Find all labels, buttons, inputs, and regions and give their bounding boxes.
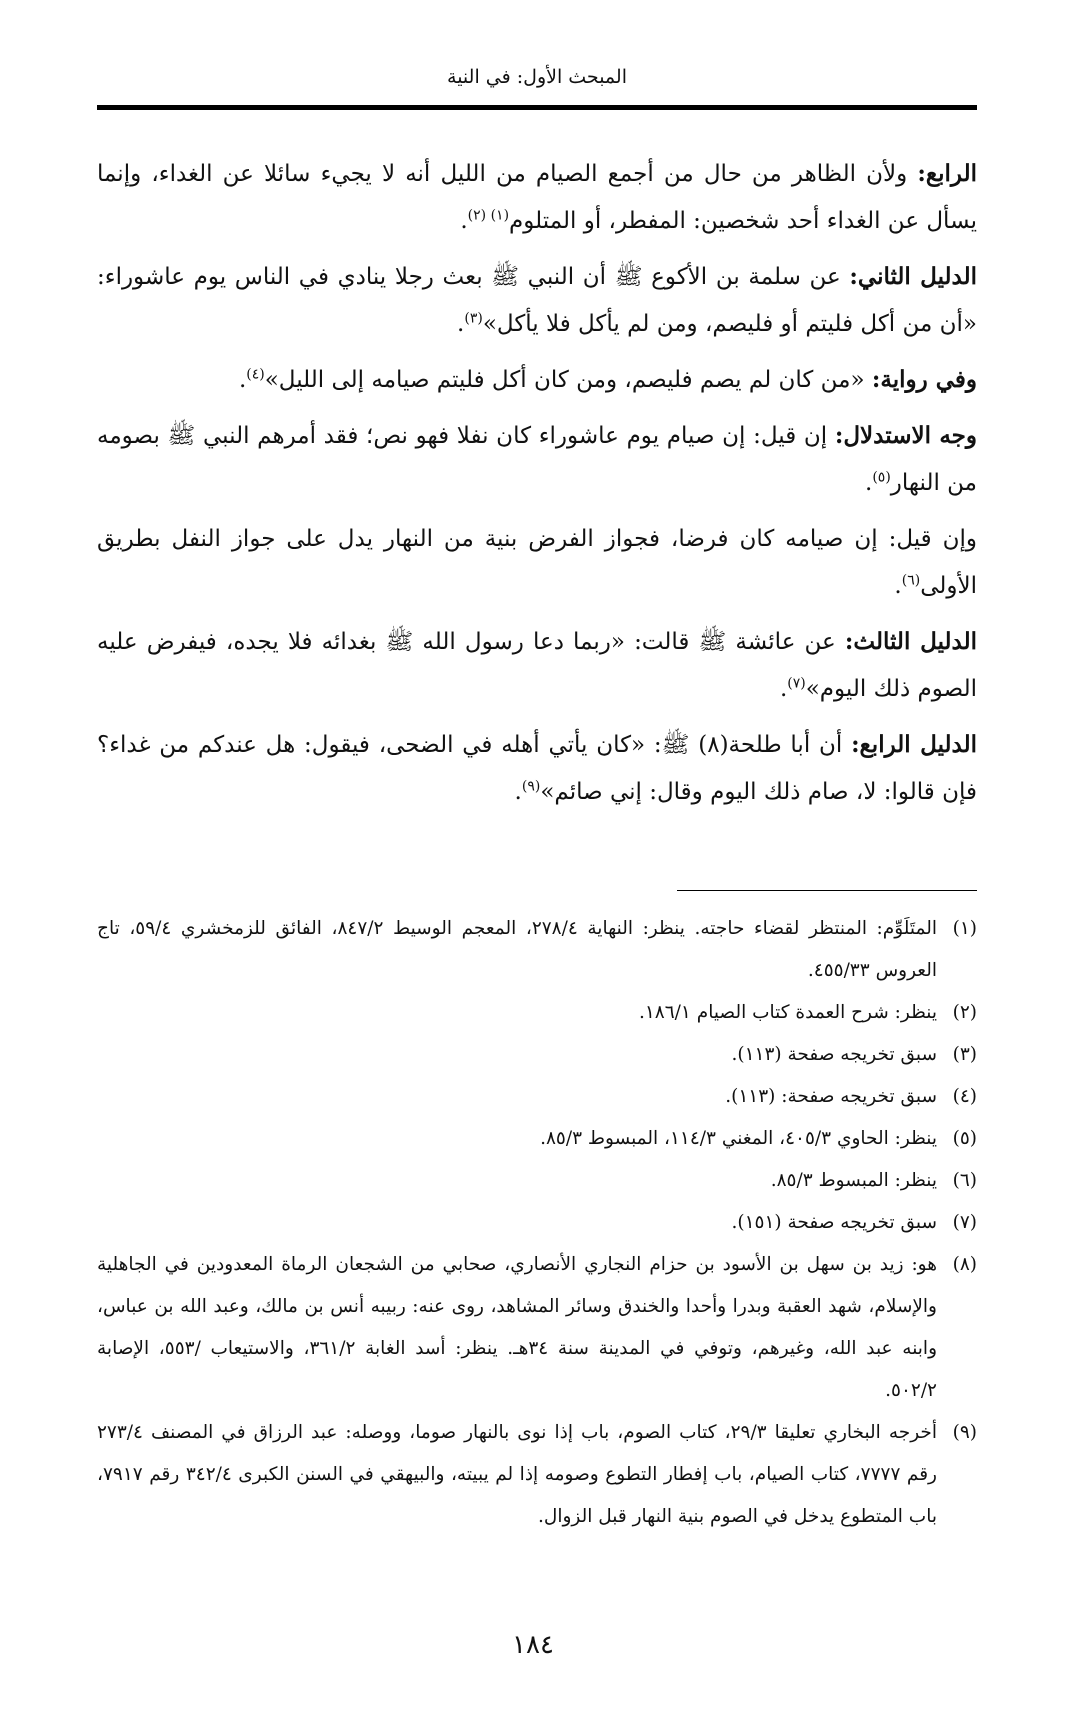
footnote-number: (٩) [952,1422,977,1443]
footnote-text: ينظر: المبسوط ٨٥/٣. [770,1170,937,1191]
footnote-number: (٧) [952,1212,977,1233]
footnote-text: ينظر: الحاوي ٤٠٥/٣، المغني ١١٤/٣، المبسوط ٨٥/٣. [540,1128,937,1149]
footnote-8 [97,1244,977,1412]
footnote-number: (٨) [952,1254,977,1275]
footnote-number: (٥) [952,1128,977,1149]
paragraph-text: عن سلمة بن الأكوع ﷺ أن النبي ﷺ بعث رجلا ينادي في الناس يوم عاشوراء: «أن من أكل فليتم أو فليصم، ومن لم يأكل فلا يأكل» [97,264,977,337]
paragraph-obligation [97,515,977,610]
page-number: ١٨٤ [512,1630,554,1660]
paragraph-text: وإن قيل: إن صيامه كان فرضا، فجواز الفرض بنية من النهار يدل على جواز النفل بطريق الأولى [97,526,977,599]
paragraph-lead: الدليل الثاني: [849,263,977,290]
footnote-ref: (٤) [246,366,265,383]
footnote-text: المتَلَوِّم: المنتظر لقضاء حاجته. ينظر: النهاية ٢٧٨/٤، المعجم الوسيط ٨٤٧/٢، الفائق للزمخشري ٥٩/٤، تاج العروس ٤٥٥/٣٣. [97,918,937,981]
paragraph-tail: . [238,367,247,393]
running-header [97,62,977,92]
paragraph-tail: . [457,311,465,337]
paragraph-lead: وفي رواية: [871,366,977,393]
footnote-5 [97,1118,977,1160]
footnote-3 [97,1034,977,1076]
footnote-ref: (١) (٢) [467,207,510,224]
paragraph-inference [97,412,977,507]
footnote-2 [97,992,977,1034]
footnote-4 [97,1076,977,1118]
paragraph-third-evidence [97,618,977,713]
paragraph-tail: . [779,676,788,702]
footnote-text: سبق تخريجه صفحة (١٥١). [731,1212,937,1233]
paragraph-tail: . [460,208,468,234]
footnote-text: سبق تخريجه صفحة: (١١٣). [725,1086,937,1107]
header-rule [97,105,977,110]
footnote-7 [97,1202,977,1244]
paragraph-tail: . [894,573,902,599]
paragraph-text: إن قيل: إن صيام يوم عاشوراء كان نفلا فهو نص؛ فقد أمرهم النبي ﷺ بصومه من النهار [97,423,977,496]
paragraph-fourth-evidence [97,721,977,816]
main-text [97,150,977,824]
footnote-number: (٦) [952,1170,977,1191]
footnote-6 [97,1160,977,1202]
footnote-ref: (٥) [872,469,891,486]
paragraph-text: ولأن الظاهر من حال من أجمع الصيام من الليل أنه لا يجيء سائلا عن الغداء، وإنما يسأل عن الغداء أحد شخصين: المفطر، أو المتلوم [97,161,977,234]
footnote-text: ينظر: شرح العمدة كتاب الصيام ١٨٦/١. [638,1002,937,1023]
paragraph-tail: . [514,779,522,805]
paragraph-text: «من كان لم يصم فليصم، ومن كان أكل فليتم صيامه إلى الليل» [264,367,872,393]
paragraph-tail: . [865,470,873,496]
paragraph-text: أن أبا طلحة(٨) ﷺ: «كان يأتي أهله في الضحى، فيقول: هل عندكم من غداء؟ فإن قالوا: لا، صام ذلك اليوم وقال: إني صائم» [97,732,977,805]
footnote-text: هو: زيد بن سهل بن الأسود بن حزام النجاري الأنصاري، صحابي من الشجعان الرماة المعدودين في الجاهلية والإسلام، شهد العقبة وبدرا وأحدا والخندق وسائر المشاهد، روى عنه: ربيبه أنس بن مالك، وعبد الله بن عباس، وابنه عبد الله، وغيرهم، وتوفي في المدينة سنة ٣٤هـ. ينظر: أسد الغابة ٣٦١/٢، والاستيعاب /٥٥٣، الإصابة ٥٠٢/٢. [97,1254,937,1401]
footnote-number: (١) [952,918,977,939]
paragraph-fourth-reason [97,150,977,245]
footnotes [97,908,977,1538]
footnote-number: (٤) [952,1086,977,1107]
footnote-ref: (٩) [521,778,541,795]
footnote-9 [97,1412,977,1538]
footnote-text: سبق تخريجه صفحة (١١٣). [731,1044,937,1065]
footnote-number: (٣) [952,1044,977,1065]
paragraph-second-evidence [97,253,977,348]
paragraph-text: عن عائشة ﷺ قالت: «ربما دعا رسول الله ﷺ بغدائه فلا يجده، فيفرض عليه الصوم ذلك اليوم» [97,629,977,702]
paragraph-lead: الدليل الثالث: [844,628,977,655]
paragraph-lead: الرابع: [917,160,977,187]
footnote-1 [97,908,977,992]
footnote-ref: (٧) [787,675,806,692]
footnote-text: أخرجه البخاري تعليقا ٢٩/٣، كتاب الصوم، باب إذا نوى بالنهار صوما، ووصله: عبد الرزاق في المصنف ٢٧٣/٤ رقم ٧٧٧٧، كتاب الصيام، باب إفطار التطوع وصومه إذا لم يبيته، والبيهقي في السنن الكبرى ٣٤٢/٤ رقم ٧٩١٧، باب المتطوع يدخل في الصوم بنية النهار قبل الزوال. [97,1422,937,1527]
footnote-separator [677,890,977,891]
header-title: المبحث الأول: في النية [447,66,627,88]
paragraph-lead: الدليل الرابع: [851,731,977,758]
paragraph-narration [97,356,977,404]
paragraph-lead: وجه الاستدلال: [834,422,977,449]
footnote-number: (٢) [952,1002,977,1023]
footnote-ref: (٦) [901,572,921,589]
footnote-ref: (٣) [464,310,483,327]
